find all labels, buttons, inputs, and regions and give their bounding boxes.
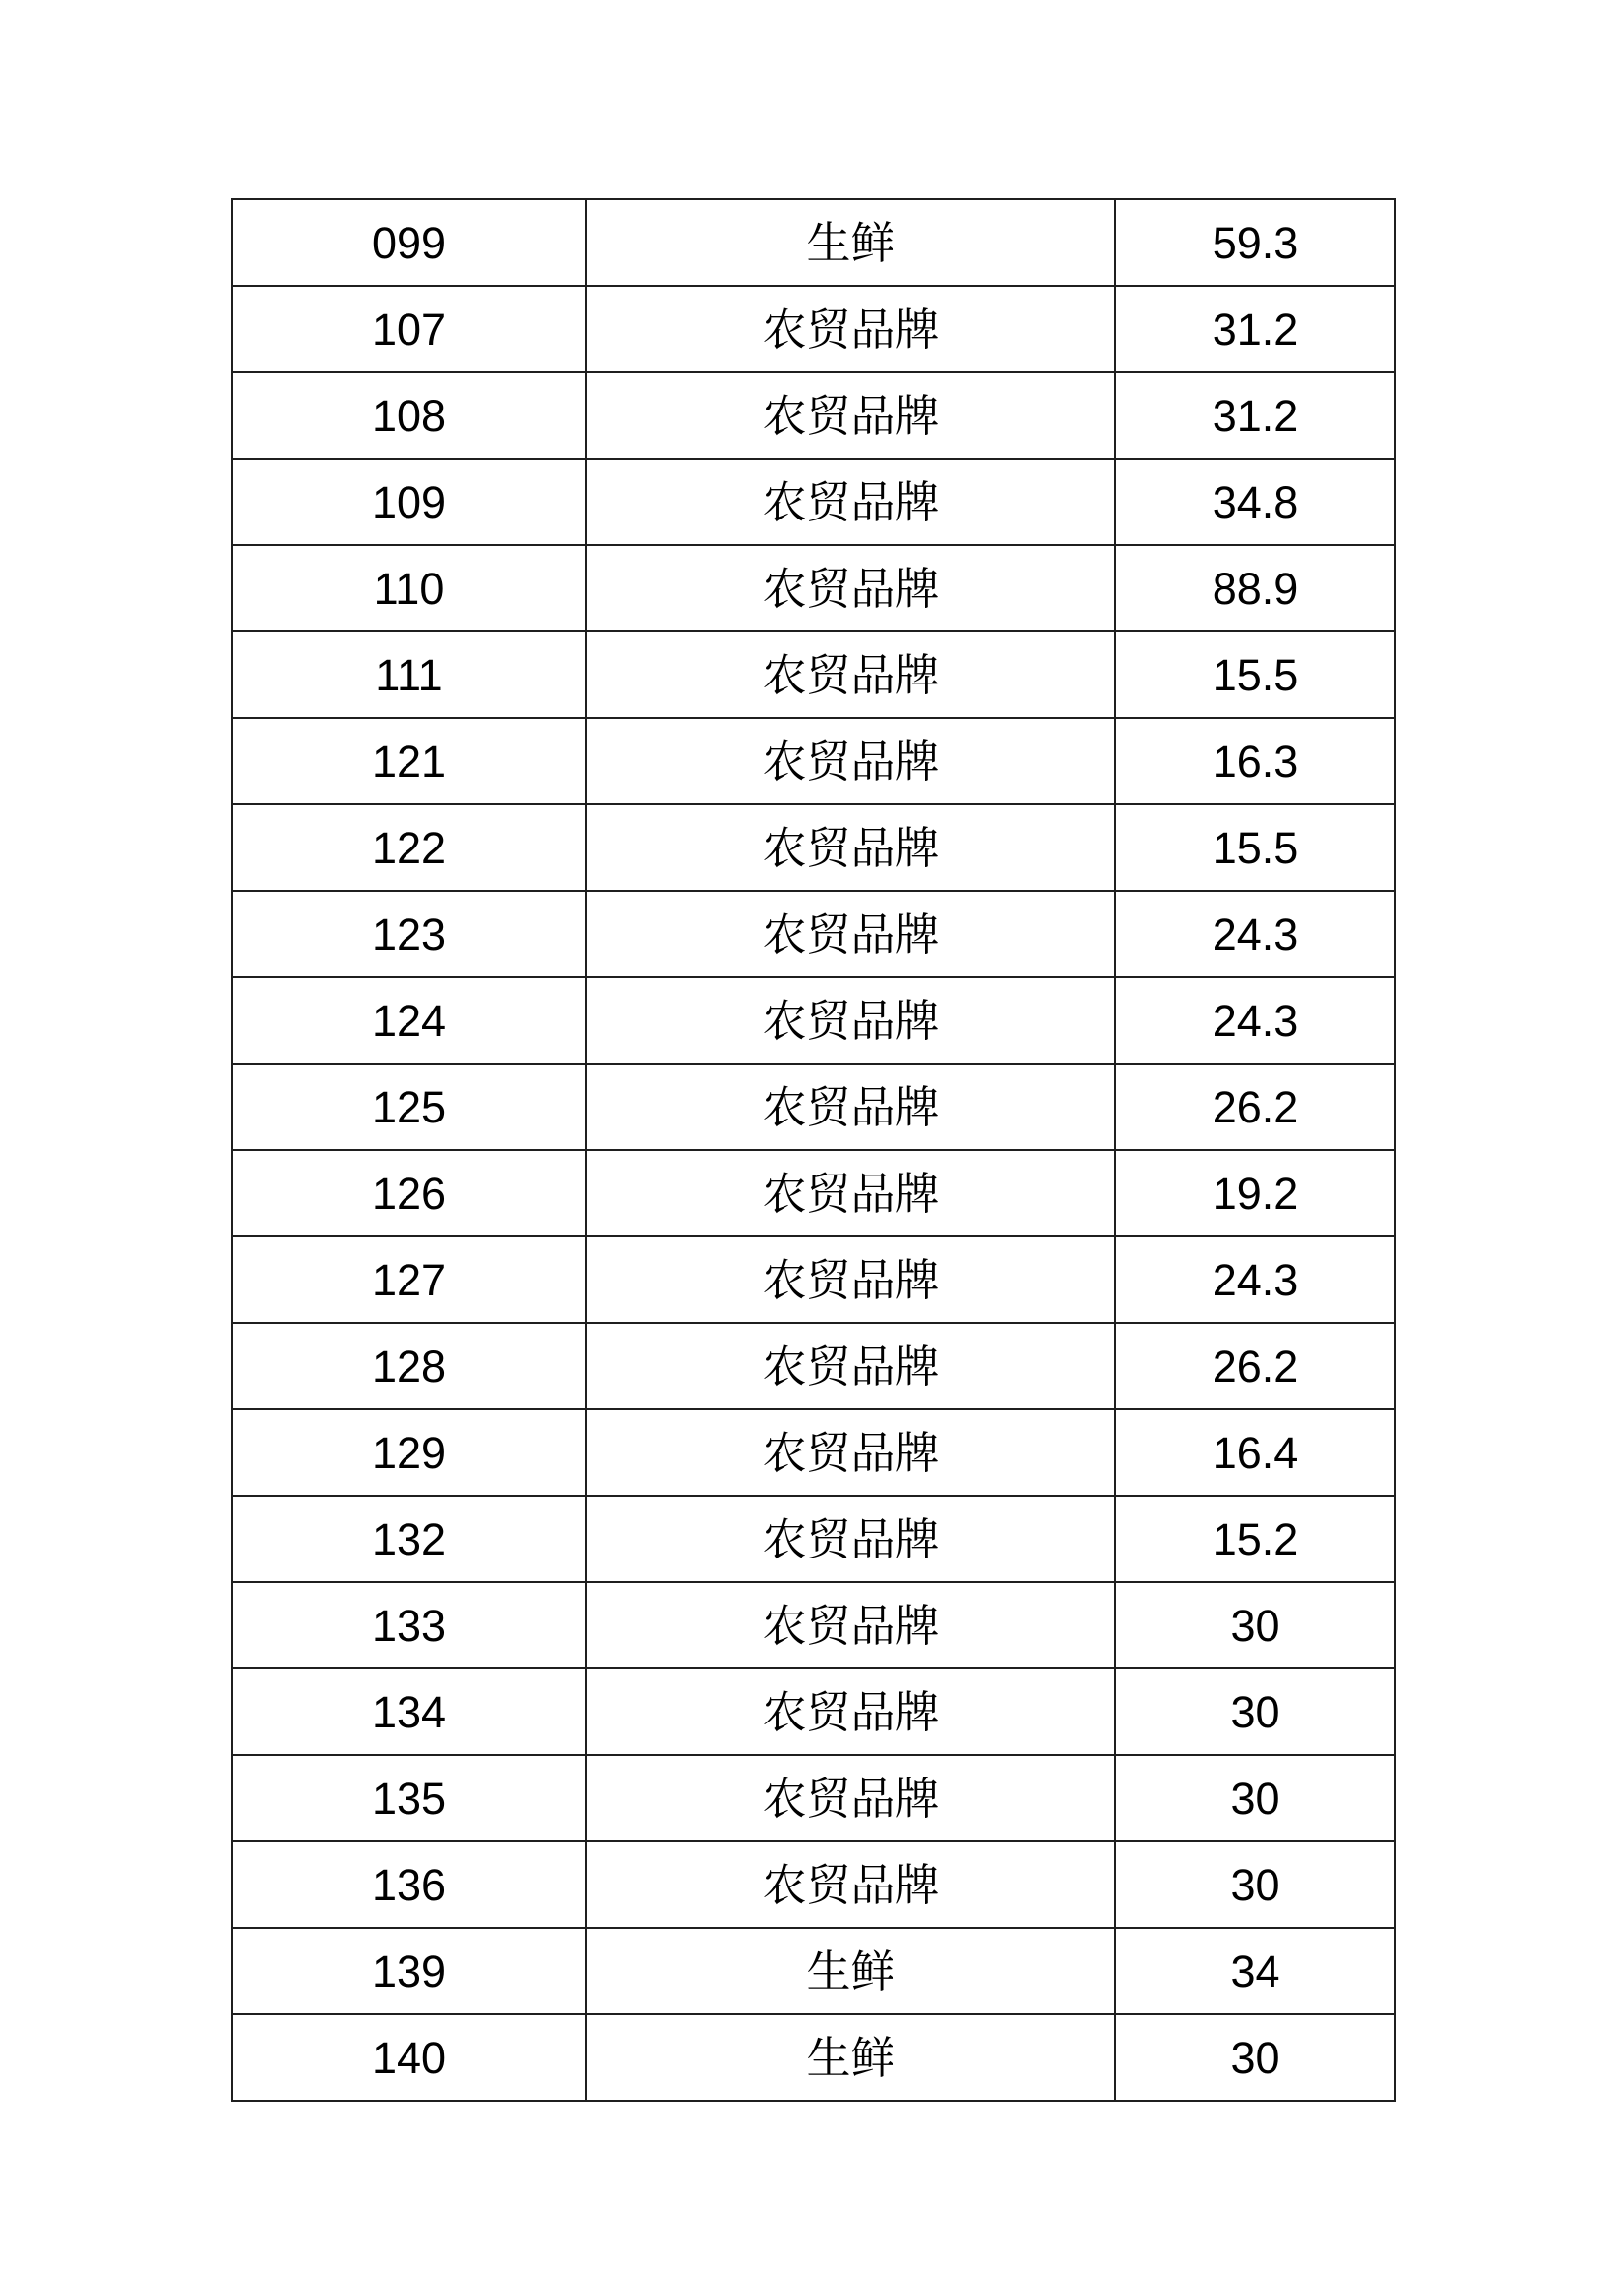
- cell-value: 30: [1115, 1582, 1395, 1668]
- table-row: [232, 1841, 1395, 1928]
- cell-id: 136: [232, 1841, 586, 1928]
- table-row: [232, 1323, 1395, 1409]
- cell-id: 110: [232, 545, 586, 631]
- cell-category: 农贸品牌: [586, 631, 1115, 718]
- cell-id: 140: [232, 2014, 586, 2101]
- cell-value: 30: [1115, 1668, 1395, 1755]
- cell-id: 124: [232, 977, 586, 1064]
- cell-value: 19.2: [1115, 1150, 1395, 1236]
- cell-value: 24.3: [1115, 977, 1395, 1064]
- cell-category: 农贸品牌: [586, 545, 1115, 631]
- table-row: [232, 1150, 1395, 1236]
- table-row: [232, 631, 1395, 718]
- table-row: [232, 1755, 1395, 1841]
- cell-category: 农贸品牌: [586, 1668, 1115, 1755]
- table-row: [232, 1668, 1395, 1755]
- cell-value: 88.9: [1115, 545, 1395, 631]
- table-row: [232, 199, 1395, 286]
- cell-category: 农贸品牌: [586, 891, 1115, 977]
- cell-id: 135: [232, 1755, 586, 1841]
- cell-category: 农贸品牌: [586, 977, 1115, 1064]
- cell-id: 107: [232, 286, 586, 372]
- cell-value: 16.4: [1115, 1409, 1395, 1496]
- cell-value: 30: [1115, 1841, 1395, 1928]
- cell-id: 123: [232, 891, 586, 977]
- table-row: [232, 977, 1395, 1064]
- table-row: [232, 804, 1395, 891]
- cell-id: 133: [232, 1582, 586, 1668]
- cell-id: 127: [232, 1236, 586, 1323]
- cell-value: 31.2: [1115, 286, 1395, 372]
- cell-id: 129: [232, 1409, 586, 1496]
- cell-category: 农贸品牌: [586, 1409, 1115, 1496]
- cell-value: 26.2: [1115, 1064, 1395, 1150]
- cell-id: 121: [232, 718, 586, 804]
- table-row: [232, 1582, 1395, 1668]
- cell-value: 16.3: [1115, 718, 1395, 804]
- cell-category: 农贸品牌: [586, 1323, 1115, 1409]
- cell-value: 26.2: [1115, 1323, 1395, 1409]
- table-row: [232, 1928, 1395, 2014]
- cell-category: 农贸品牌: [586, 1582, 1115, 1668]
- cell-id: 132: [232, 1496, 586, 1582]
- cell-id: 109: [232, 459, 586, 545]
- cell-value: 30: [1115, 1755, 1395, 1841]
- table-row: [232, 2014, 1395, 2101]
- cell-value: 24.3: [1115, 1236, 1395, 1323]
- cell-value: 15.5: [1115, 631, 1395, 718]
- cell-value: 15.2: [1115, 1496, 1395, 1582]
- table-row: [232, 1064, 1395, 1150]
- cell-value: 34: [1115, 1928, 1395, 2014]
- cell-id: 126: [232, 1150, 586, 1236]
- cell-category: 农贸品牌: [586, 718, 1115, 804]
- table-row: [232, 286, 1395, 372]
- cell-category: 农贸品牌: [586, 1236, 1115, 1323]
- table-row: [232, 372, 1395, 459]
- table-row: [232, 1236, 1395, 1323]
- cell-id: 099: [232, 199, 586, 286]
- cell-id: 134: [232, 1668, 586, 1755]
- table-row: [232, 1409, 1395, 1496]
- cell-value: 31.2: [1115, 372, 1395, 459]
- table-body: [232, 199, 1395, 2101]
- cell-value: 15.5: [1115, 804, 1395, 891]
- table-row: [232, 1496, 1395, 1582]
- cell-id: 125: [232, 1064, 586, 1150]
- cell-category: 农贸品牌: [586, 804, 1115, 891]
- table-row: [232, 459, 1395, 545]
- cell-id: 122: [232, 804, 586, 891]
- cell-category: 农贸品牌: [586, 1841, 1115, 1928]
- cell-id: 139: [232, 1928, 586, 2014]
- cell-value: 34.8: [1115, 459, 1395, 545]
- cell-id: 108: [232, 372, 586, 459]
- cell-category: 农贸品牌: [586, 1064, 1115, 1150]
- cell-value: 30: [1115, 2014, 1395, 2101]
- cell-category: 生鲜: [586, 1928, 1115, 2014]
- cell-category: 农贸品牌: [586, 459, 1115, 545]
- cell-category: 农贸品牌: [586, 286, 1115, 372]
- table-row: [232, 718, 1395, 804]
- cell-category: 生鲜: [586, 2014, 1115, 2101]
- table-row: [232, 891, 1395, 977]
- cell-category: 农贸品牌: [586, 372, 1115, 459]
- cell-category: 生鲜: [586, 199, 1115, 286]
- cell-category: 农贸品牌: [586, 1496, 1115, 1582]
- cell-id: 128: [232, 1323, 586, 1409]
- cell-value: 59.3: [1115, 199, 1395, 286]
- cell-value: 24.3: [1115, 891, 1395, 977]
- cell-category: 农贸品牌: [586, 1755, 1115, 1841]
- table-row: [232, 545, 1395, 631]
- cell-id: 111: [232, 631, 586, 718]
- cell-category: 农贸品牌: [586, 1150, 1115, 1236]
- data-table: [231, 198, 1396, 2102]
